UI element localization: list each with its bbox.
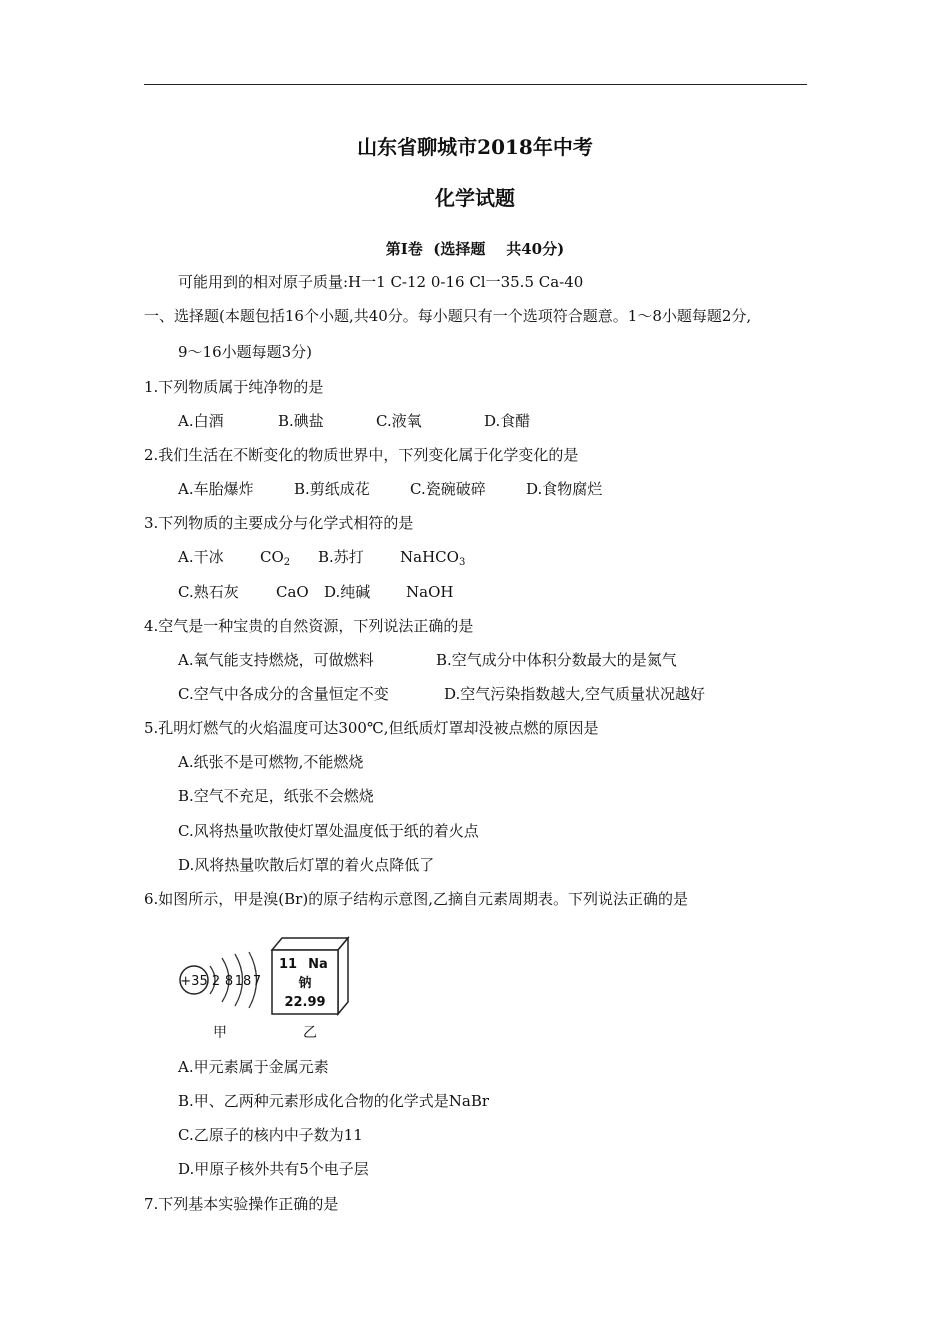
q3-option-b: B.苏打 bbox=[318, 548, 364, 566]
part-heading-line2: 9～16小题每题3分) bbox=[178, 343, 313, 361]
bromine-label: 甲 bbox=[213, 1025, 227, 1041]
q5-option-a: A.纸张不是可燃物,不能燃烧 bbox=[178, 753, 364, 771]
q3-option-c: C.熟石灰 bbox=[178, 583, 239, 601]
top-rule bbox=[144, 84, 807, 85]
q3-formula-c: CaO bbox=[276, 583, 309, 601]
question-3-stem: 3.下列物质的主要成分与化学式相符的是 bbox=[144, 514, 414, 532]
question-2-stem: 2.我们生活在不断变化的物质世界中，下列变化属于化学变化的是 bbox=[144, 446, 579, 464]
question-6-stem: 6.如图所示，甲是溴(Br)的原子结构示意图,乙摘自元素周期表。下列说法正确的是 bbox=[144, 890, 688, 908]
section-heading: 第I卷 (选择题 共40分) bbox=[385, 240, 565, 258]
question-7-stem: 7.下列基本实验操作正确的是 bbox=[144, 1195, 339, 1213]
question-5-stem: 5.孔明灯燃气的火焰温度可达300℃,但纸质灯罩却没被点燃的原因是 bbox=[144, 719, 599, 737]
q1-option-c: C.液氧 bbox=[376, 412, 422, 430]
question-1-stem: 1.下列物质属于纯净物的是 bbox=[144, 378, 324, 396]
sodium-name: 钠 bbox=[298, 976, 312, 991]
sodium-atomic-number: 11 bbox=[278, 957, 298, 972]
q6-option-b: B.甲、乙两种元素形成化合物的化学式是NaBr bbox=[178, 1092, 490, 1110]
q5-option-d: D.风将热量吹散后灯罩的着火点降低了 bbox=[178, 856, 435, 874]
q3-option-d: D.纯碱 bbox=[324, 583, 371, 601]
q3-option-a: A.干冰 bbox=[178, 548, 224, 566]
question-4-stem: 4.空气是一种宝贵的自然资源，下列说法正确的是 bbox=[144, 617, 474, 635]
part-heading-line1: 一、选择题(本题包括16个小题,共40分。每小题只有一个选项符合题意。1～8小题每题2分, bbox=[144, 307, 752, 325]
q2-option-d: D.食物腐烂 bbox=[526, 480, 603, 498]
sodium-label: 乙 bbox=[303, 1025, 317, 1041]
atom-figure bbox=[170, 930, 370, 1045]
q1-option-d: D.食醋 bbox=[484, 412, 531, 430]
q1-option-a: A.白酒 bbox=[178, 412, 224, 430]
q2-option-c: C.瓷碗破碎 bbox=[410, 480, 486, 498]
q3-formula-d: NaOH bbox=[406, 583, 454, 601]
q1-option-b: B.碘盐 bbox=[278, 412, 324, 430]
q4-option-b: B.空气成分中体积分数最大的是氮气 bbox=[436, 651, 677, 669]
bromine-nucleus-label: +35 bbox=[180, 974, 208, 989]
shell-electrons-1: 2 bbox=[211, 974, 221, 989]
q5-option-c: C.风将热量吹散使灯罩处温度低于纸的着火点 bbox=[178, 822, 479, 840]
sodium-symbol: Na bbox=[308, 957, 328, 972]
atomic-mass-line: 可能用到的相对原子质量:H一1 C-12 0-16 Cl一35.5 Ca-40 bbox=[178, 273, 584, 291]
q4-option-d: D.空气污染指数越大,空气质量状况越好 bbox=[444, 685, 706, 703]
q2-option-b: B.剪纸成花 bbox=[294, 480, 370, 498]
q2-option-a: A.车胎爆炸 bbox=[178, 480, 254, 498]
q6-option-c: C.乙原子的核内中子数为11 bbox=[178, 1126, 363, 1144]
q4-option-c: C.空气中各成分的含量恒定不变 bbox=[178, 685, 389, 703]
q5-option-b: B.空气不充足，纸张不会燃烧 bbox=[178, 787, 374, 805]
q3-formula-a: $CO_2$ bbox=[260, 548, 291, 568]
q6-option-d: D.甲原子核外共有5个电子层 bbox=[178, 1160, 369, 1178]
shell-electrons-4: 7 bbox=[252, 974, 262, 989]
shell-electrons-3: 18 bbox=[234, 974, 252, 989]
element-box-side bbox=[338, 938, 348, 1014]
sodium-atomic-mass: 22.99 bbox=[284, 995, 326, 1010]
element-box-top bbox=[272, 938, 348, 950]
q6-option-a: A.甲元素属于金属元素 bbox=[178, 1058, 329, 1076]
q3-formula-b: NaHCO$_3$ bbox=[400, 548, 466, 568]
page-subtitle: 化学试题 bbox=[435, 186, 515, 210]
page-title: 山东省聊城市2018年中考 bbox=[357, 135, 593, 159]
shell-electrons-2: 8 bbox=[224, 974, 234, 989]
q4-option-a: A.氧气能支持燃烧，可做燃料 bbox=[178, 651, 374, 669]
